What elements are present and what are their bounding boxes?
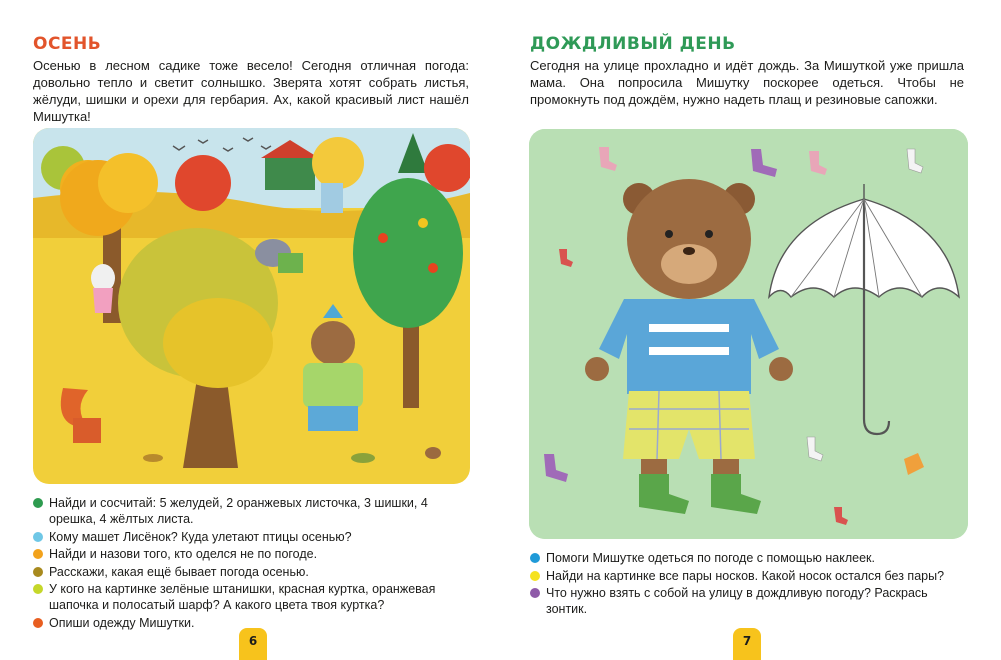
- task-item: [530, 568, 970, 584]
- task-list: [33, 495, 473, 632]
- task-item: [33, 546, 473, 562]
- bullet-dot-red-orange: [33, 618, 43, 628]
- task-item: [33, 529, 473, 545]
- task-item: [530, 585, 970, 617]
- bullet-dot-olive: [33, 567, 43, 577]
- task-item: [530, 550, 970, 566]
- task-text: У кого на картинке зелёные штанишки, красная куртка, оранжевая шапочка и полосатый шарф? А какого цвета твоя куртка?: [49, 582, 436, 612]
- task-item: [33, 564, 473, 580]
- task-text: Кому машет Лисёнок? Куда улетают птицы осенью?: [49, 529, 352, 544]
- task-text: Помоги Мишутке одеться по погоде с помощью наклеек.: [546, 551, 875, 565]
- task-text: Расскажи, какая ещё бывает погода осенью.: [49, 564, 309, 579]
- bullet-dot-light-blue: [33, 532, 43, 542]
- task-item: [33, 495, 473, 527]
- bullet-dot-lime: [33, 584, 43, 594]
- page-number: 6: [239, 628, 267, 660]
- bullet-dot-yellow: [530, 571, 540, 581]
- task-text: Найди на картинке все пары носков. Какой носок остался без пары?: [546, 568, 945, 583]
- bullet-dot-green: [33, 498, 43, 508]
- task-text: Что нужно взять с собой на улицу в дождливую погоду? Раскрась зонтик.: [546, 586, 928, 616]
- bear-dressing-illustration: [529, 129, 968, 539]
- right-page: [500, 0, 1001, 660]
- task-text: Найди и сосчитай: 5 желудей, 2 оранжевых листочка, 3 шишки, 4 орешка, 4 жёлтых листа.: [49, 496, 428, 526]
- task-text: Найди и назови того, кто оделся не по погоде.: [49, 547, 318, 561]
- page-number: 7: [733, 628, 761, 660]
- bullet-dot-blue: [530, 553, 540, 563]
- task-list: [530, 550, 970, 619]
- page-heading: ДОЖДЛИВЫЙ ДЕНЬ: [530, 34, 736, 54]
- page-heading: ОСЕНЬ: [33, 34, 102, 54]
- intro-paragraph: Осенью в лесном садике тоже весело! Сегодня отличная погода: довольно тепло и светит солнышко. Зверята хотят собрать листья, жёлуди, шишки и орехи для гербария. Ах, какой красивый лист нашёл Мишутка!: [33, 58, 469, 124]
- bullet-dot-purple: [530, 588, 540, 598]
- left-page: [0, 0, 500, 660]
- bullet-dot-orange: [33, 549, 43, 559]
- autumn-park-illustration: [33, 128, 470, 484]
- task-item: [33, 581, 473, 613]
- task-text: Опиши одежду Мишутки.: [49, 615, 195, 630]
- intro-paragraph: Сегодня на улице прохладно и идёт дождь. За Мишуткой уже пришла мама. Она попросила Мишутку поскорее одеться. Чтобы не промокнуть под дождём, нужно надеть плащ и резиновые сапожки.: [530, 58, 964, 107]
